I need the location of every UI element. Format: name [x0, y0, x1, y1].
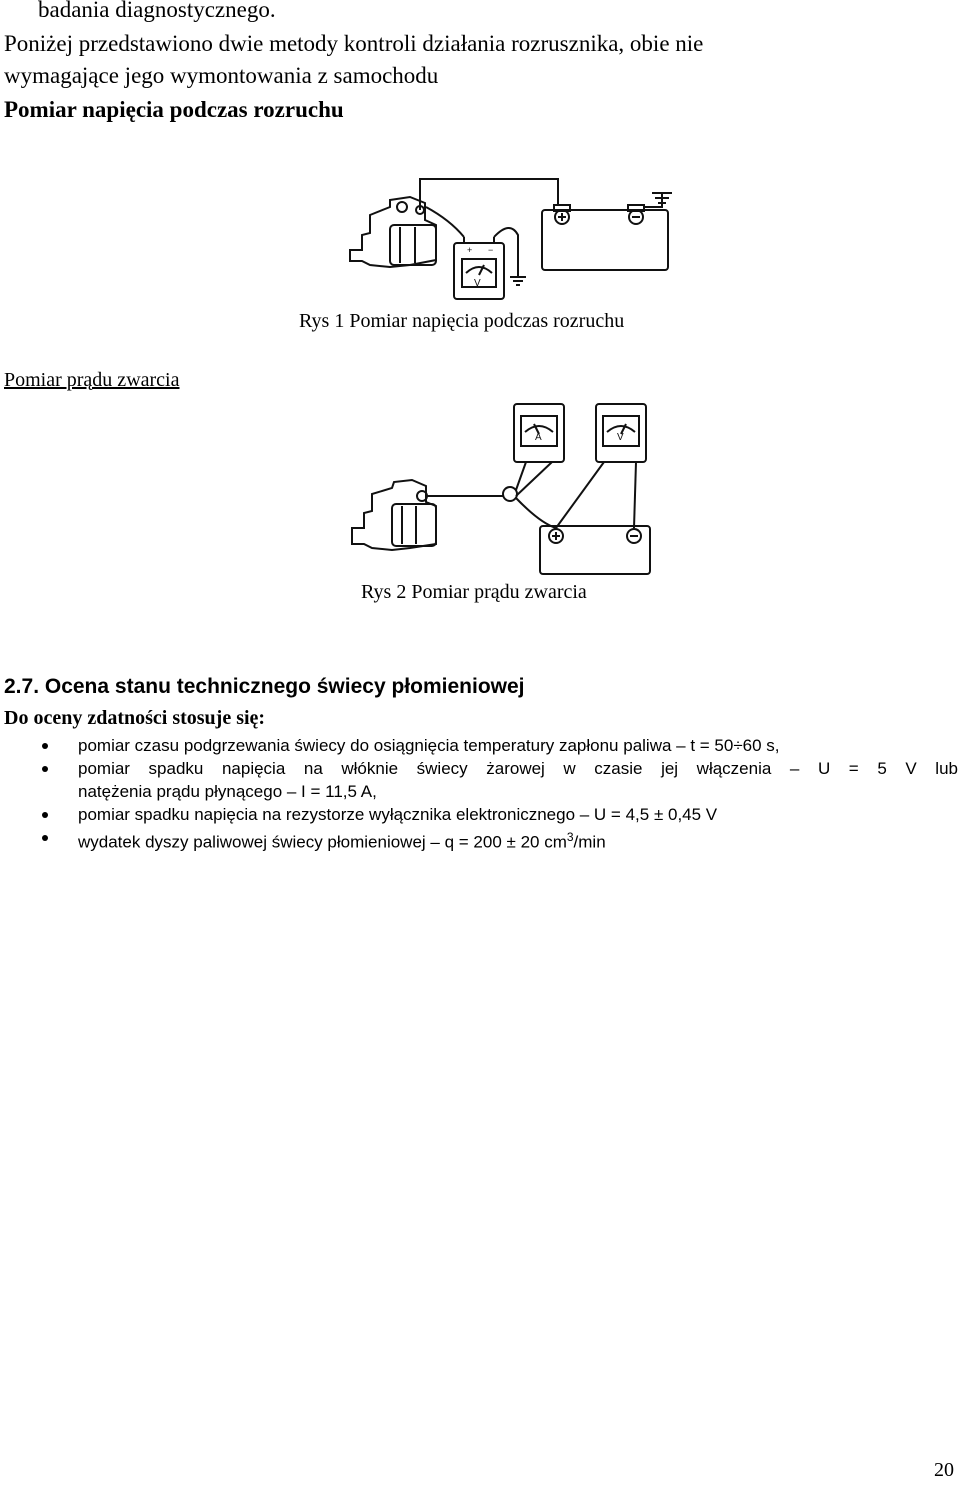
svg-text:+: + [467, 245, 473, 255]
svg-text:V: V [617, 432, 624, 443]
figure-1-diagram [340, 165, 680, 305]
figure-1-caption: Rys 1 Pomiar napięcia podczas rozruchu [299, 310, 625, 332]
svg-text:V: V [474, 278, 481, 289]
section-intro: Do oceny zdatności stosuje się: [4, 707, 266, 729]
text-line-3: wymagające jego wymontowania z samochodu [4, 63, 439, 88]
section-title: 2.7. Ocena stanu technicznego świecy płomieniowej [4, 675, 525, 698]
figure-2-diagram [340, 398, 660, 578]
figure-2-caption: Rys 2 Pomiar prądu zwarcia [361, 581, 587, 603]
bullet-text-1: pomiar czasu podgrzewania świecy do osiągnięcia temperatury zapłonu paliwa – t = 50÷60 s, [78, 736, 780, 755]
svg-text:−: − [488, 245, 494, 255]
bullet-icon [42, 766, 48, 772]
text-line-1: badania diagnostycznego. [38, 0, 276, 22]
heading-voltage: Pomiar napięcia podczas rozruchu [4, 97, 344, 122]
bullet-icon [42, 743, 48, 749]
superscript-3: 3 [566, 830, 574, 844]
bullet-text-3: pomiar spadku napięcia na rezystorze wyłącznika elektronicznego – U = 4,5 ± 0,45 V [78, 805, 718, 824]
side-label-short-circuit: Pomiar prądu zwarcia [4, 369, 180, 391]
bullet-icon [42, 812, 48, 818]
bullet-text-4: wydatek dyszy paliwowej świecy płomieniowej – q = 200 ± 20 $cm^3/\min$ [78, 830, 606, 852]
bullet-list [0, 734, 960, 854]
svg-text:A: A [535, 432, 542, 443]
text-line-2: Poniżej przedstawiono dwie metody kontroli działania rozrusznika, obie nie [4, 31, 704, 56]
bullet-text-2: pomiar spadku napięcia na włóknie świecy żarowej w czasie jej włączenia – U = 5 V lub [78, 759, 958, 778]
battery-icon [542, 210, 668, 270]
bullet-text-2-cont: natężenia prądu płynącego – I = 11,5 A, [78, 782, 377, 801]
list-item-continuation [0, 780, 960, 803]
list-item [0, 757, 960, 780]
list-item [0, 803, 960, 826]
list-item [0, 734, 960, 757]
list-item [0, 826, 960, 854]
page-number: 20 [934, 1459, 954, 1481]
bullet-icon [42, 835, 48, 841]
